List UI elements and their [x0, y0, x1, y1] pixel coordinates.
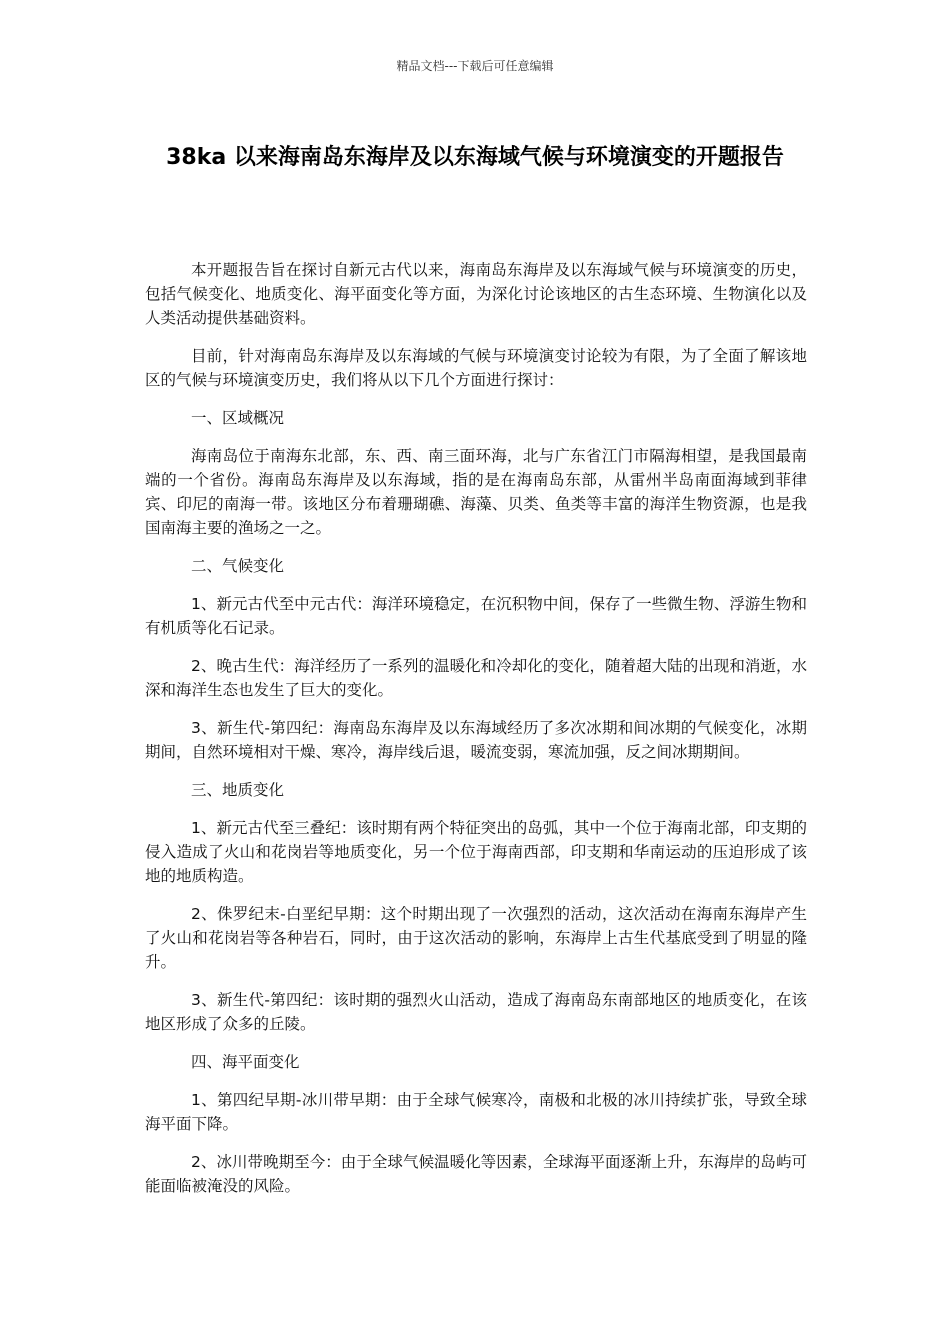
section-heading-region: 一、区域概况 — [191, 409, 285, 427]
paragraph-geology-3: 3、新生代-第四纪：该时期的强烈火山活动，造成了海南岛东南部地区的地质变化，在该地区形成了众多的丘陵。 — [145, 991, 807, 1033]
section-heading-sea-level: 四、海平面变化 — [191, 1053, 300, 1071]
paragraph-climate-2: 2、晚古生代：海洋经历了一系列的温暖化和冷却化的变化，随着超大陆的出现和消逝，水深和海洋生态也发生了巨大的变化。 — [145, 657, 807, 699]
paragraph-geology-1: 1、新元古代至三叠纪：该时期有两个特征突出的岛弧，其中一个位于海南北部，印支期的侵入造成了火山和花岗岩等地质变化，另一个位于海南西部，印支期和华南运动的压迫形成了该地的地质构造。 — [145, 819, 807, 885]
document-body — [145, 258, 807, 1212]
paragraph-region: 海南岛位于南海东北部，东、西、南三面环海，北与广东省江门市隔海相望，是我国最南端的一个省份。海南岛东海岸及以东海域，指的是在海南岛东部，从雷州半岛南面海域到菲律宾、印尼的南海一带。该地区分布着珊瑚礁、海藻、贝类、鱼类等丰富的海洋生物资源，也是我国南海主要的渔场之一之。 — [145, 447, 807, 537]
section-heading-climate: 二、气候变化 — [191, 557, 285, 575]
section-heading-geology: 三、地质变化 — [191, 781, 285, 799]
paragraph-intro: 本开题报告旨在探讨自新元古代以来，海南岛东海岸及以东海域气候与环境演变的历史，包括气候变化、地质变化、海平面变化等方面，为深化讨论该地区的古生态环境、生物演化以及人类活动提供基础资料。 — [145, 261, 807, 327]
paragraph-geology-2: 2、侏罗纪末-白垩纪早期：这个时期出现了一次强烈的活动，这次活动在海南东海岸产生了火山和花岗岩等各种岩石，同时，由于这次活动的影响，东海岸上古生代基底受到了明显的隆升。 — [145, 905, 807, 971]
document-title: 38ka 以来海南岛东海岸及以东海域气候与环境演变的开题报告 — [166, 145, 784, 170]
paragraph-climate-1: 1、新元古代至中元古代：海洋环境稳定，在沉积物中间，保存了一些微生物、浮游生物和有机质等化石记录。 — [145, 595, 807, 637]
paragraph-climate-3: 3、新生代-第四纪：海南岛东海岸及以东海域经历了多次冰期和间冰期的气候变化，冰期期间，自然环境相对干燥、寒冷，海岸线后退，暖流变弱，寒流加强，反之间冰期期间。 — [145, 719, 807, 761]
paragraph-scope: 目前，针对海南岛东海岸及以东海域的气候与环境演变讨论较为有限，为了全面了解该地区的气候与环境演变历史，我们将从以下几个方面进行探讨： — [145, 347, 807, 389]
page-header-watermark: 精品文档---下载后可任意编辑 — [396, 59, 554, 73]
paragraph-sea-level-2: 2、冰川带晚期至今：由于全球气候温暖化等因素，全球海平面逐渐上升，东海岸的岛屿可能面临被淹没的风险。 — [145, 1153, 807, 1195]
paragraph-sea-level-1: 1、第四纪早期-冰川带早期：由于全球气候寒冷，南极和北极的冰川持续扩张，导致全球海平面下降。 — [145, 1091, 807, 1133]
